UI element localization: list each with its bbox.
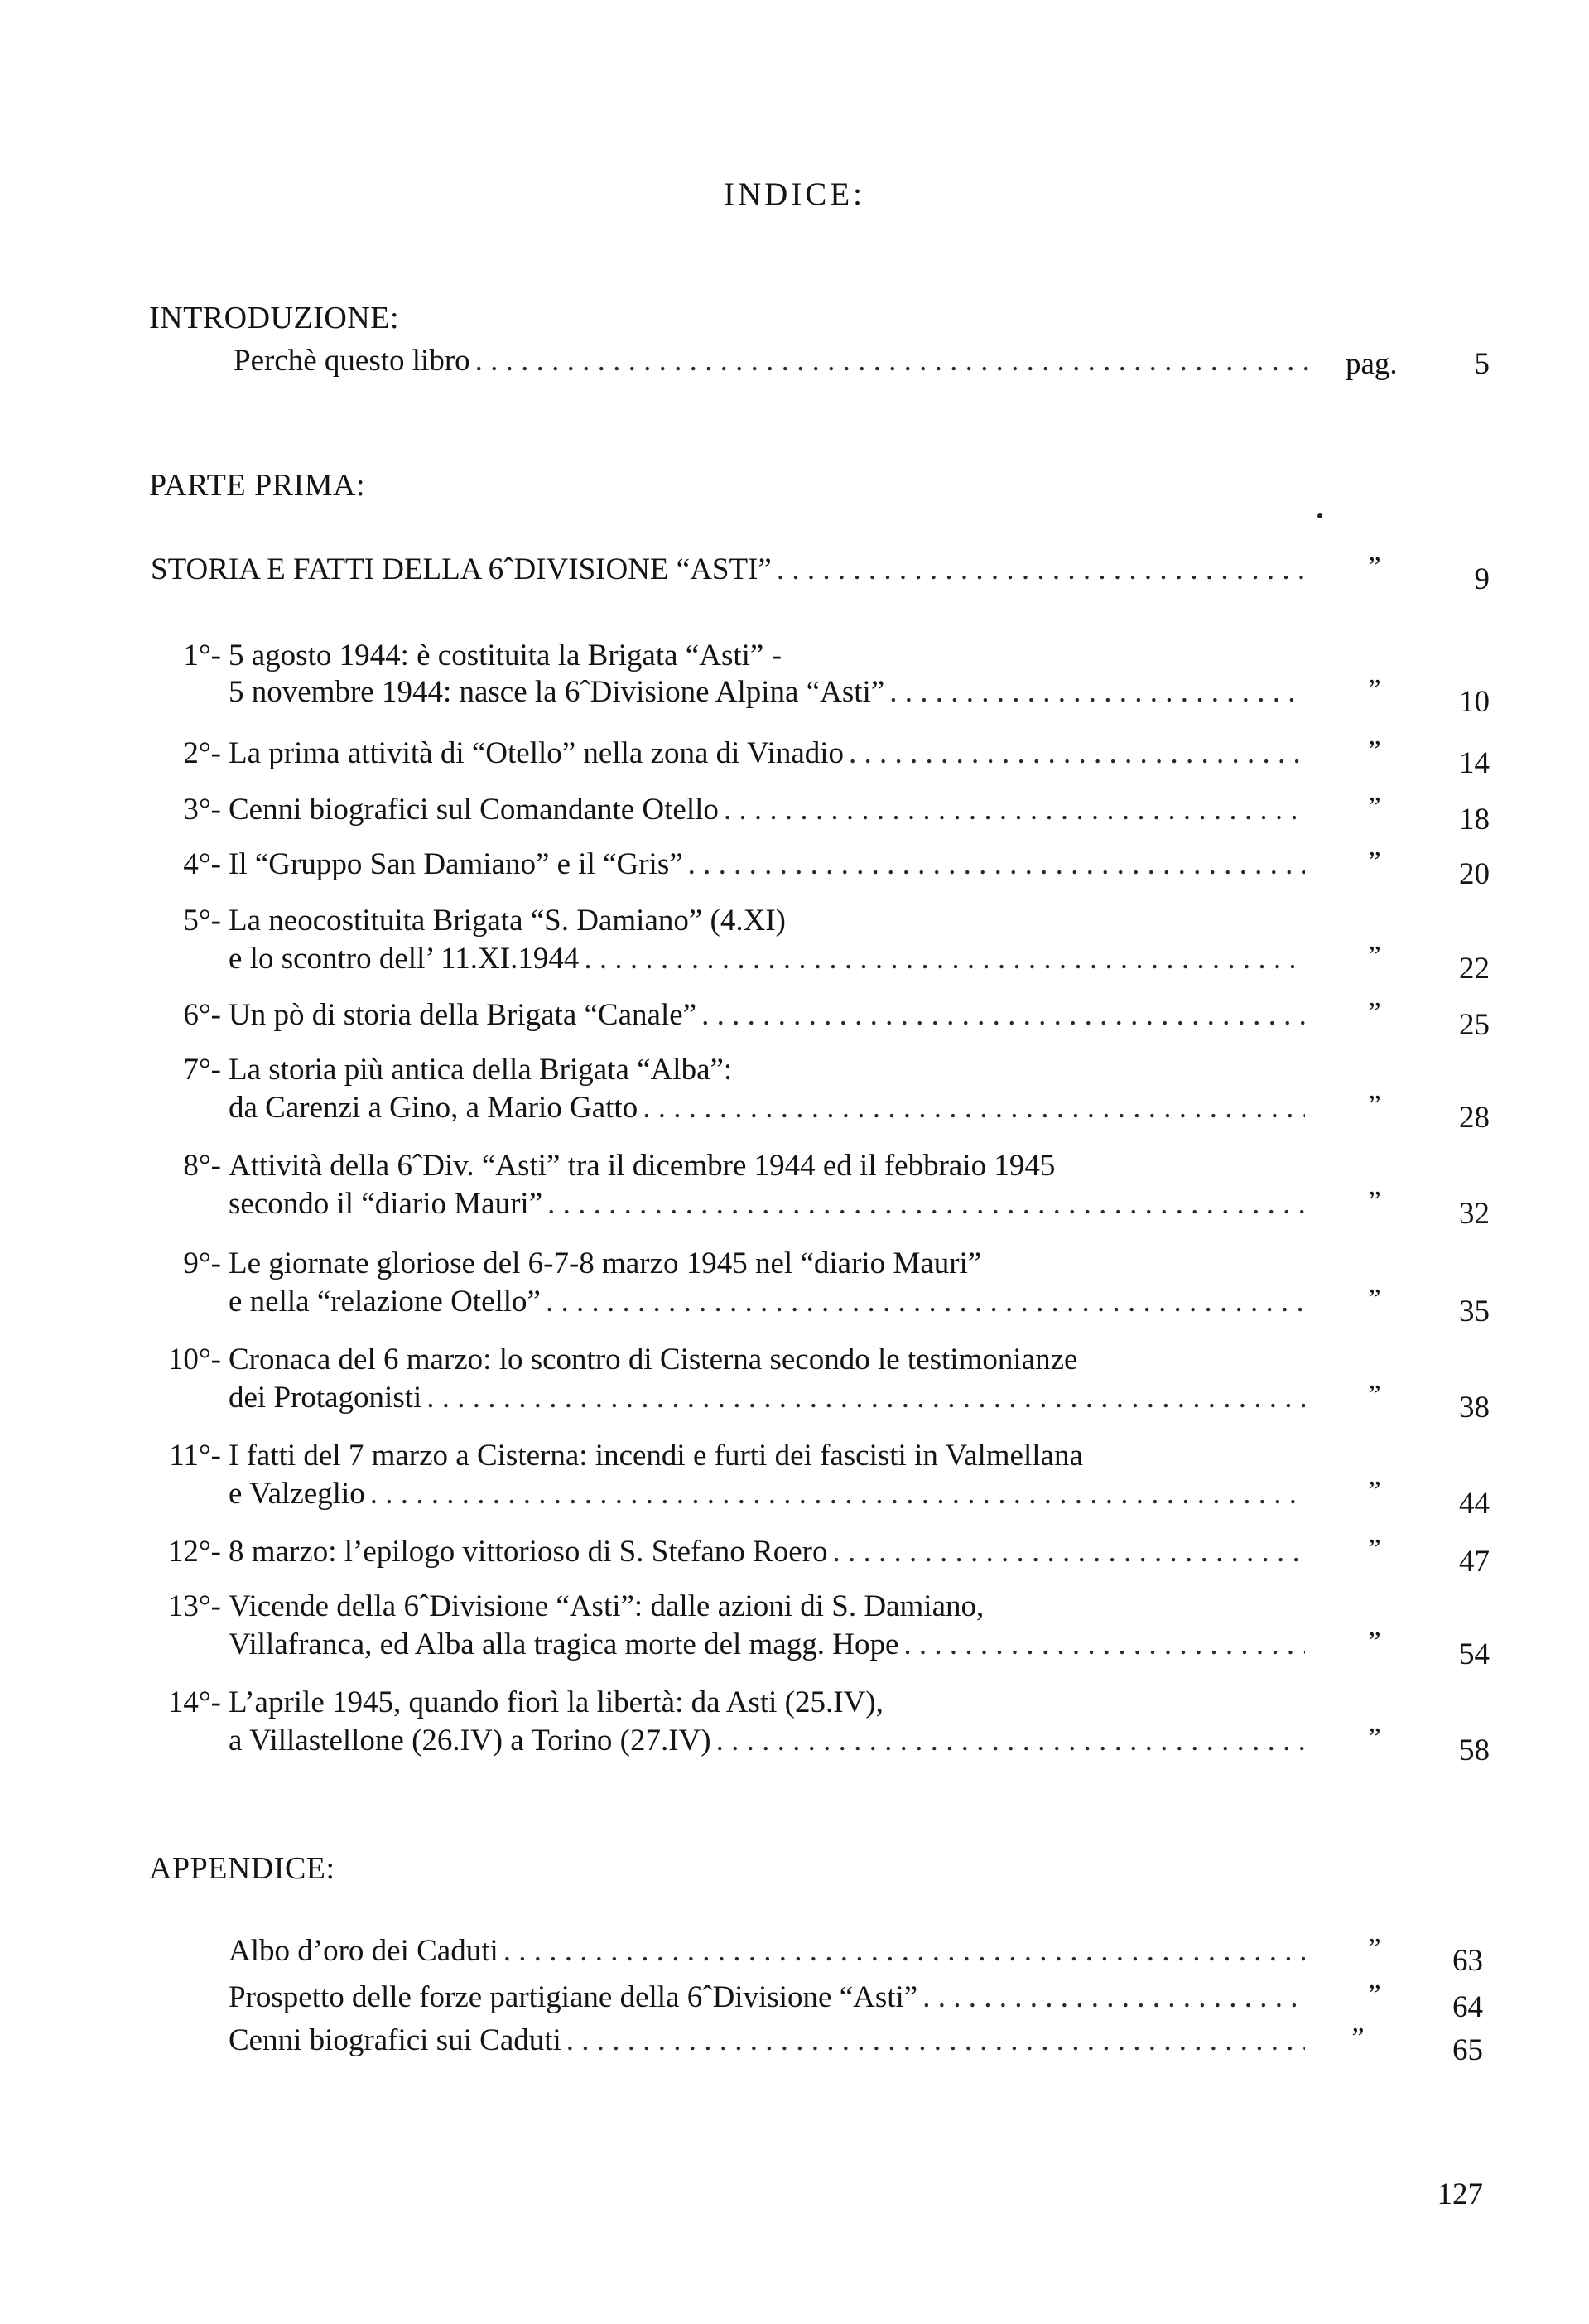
entry-text-line2: Un pò di storia della Brigata “Canale” xyxy=(229,998,697,1032)
page-number: 47 xyxy=(1459,1545,1490,1579)
toc-entry-appendix xyxy=(0,2023,1589,2072)
page-number: 5 xyxy=(1474,347,1490,381)
page-number: 38 xyxy=(1459,1391,1490,1425)
ditto-mark: ” xyxy=(1368,1534,1381,1565)
entry-text-line1: La storia più antica della Brigata “Alba”: xyxy=(229,1053,733,1087)
leader-dots xyxy=(566,2023,1305,2058)
page-number: 9 xyxy=(1474,562,1490,596)
chapter-number: 14°- xyxy=(167,1685,221,1719)
toc-entry-chapter xyxy=(0,1342,1589,1430)
toc-entry-chapter xyxy=(0,903,1589,991)
toc-entry-chapter xyxy=(0,846,1589,896)
ditto-mark: ” xyxy=(1368,735,1381,766)
ditto-mark: ” xyxy=(1368,1723,1381,1753)
page-title: INDICE: xyxy=(724,176,865,212)
toc-entry-chapter xyxy=(0,1246,1589,1333)
chapter-number: 10°- xyxy=(167,1343,221,1377)
ditto-mark: ” xyxy=(1368,941,1381,972)
entry-text-line1: L’aprile 1945, quando fiorì la libertà: da Asti (25.IV), xyxy=(229,1685,884,1719)
page-number: 14 xyxy=(1459,746,1490,780)
leader-dots xyxy=(922,1979,1305,2015)
ditto-mark: ” xyxy=(1351,2023,1365,2053)
ditto-mark: ” xyxy=(1368,792,1381,822)
leader-dots xyxy=(832,1534,1305,1569)
ditto-mark: ” xyxy=(1368,552,1381,582)
toc-entry-chapter xyxy=(0,638,1589,724)
chapter-number: 12°- xyxy=(167,1535,221,1569)
page-number: 32 xyxy=(1459,1197,1490,1231)
entry-text-line1: Le giornate gloriose del 6-7-8 marzo 1945 nel “diario Mauri” xyxy=(229,1246,982,1280)
pag-label: pag. xyxy=(1346,347,1398,381)
leader-dots xyxy=(701,997,1305,1033)
appendice-heading: APPENDICE: xyxy=(149,1851,335,1886)
chapter-number: 8°- xyxy=(183,1149,221,1183)
leader-dots xyxy=(903,1627,1305,1662)
entry-text-line1: Attività della 6ˆDiv. “Asti” tra il dicembre 1944 ed il febbraio 1945 xyxy=(229,1149,1056,1183)
page-number: 54 xyxy=(1459,1637,1490,1671)
toc-entry-chapter xyxy=(0,997,1589,1047)
leader-dots xyxy=(777,552,1310,587)
leader-dots xyxy=(889,674,1305,710)
chapter-number: 11°- xyxy=(169,1439,221,1473)
toc-entry-chapter xyxy=(0,1685,1589,1772)
toc-entry-appendix xyxy=(0,1979,1589,2029)
ditto-mark: ” xyxy=(1368,1476,1381,1507)
chapter-number: 1°- xyxy=(183,639,221,673)
page-number: 22 xyxy=(1459,952,1490,986)
chapter-number: 4°- xyxy=(183,847,221,881)
toc-entry-appendix xyxy=(0,1933,1589,1983)
page-number: 44 xyxy=(1459,1487,1490,1521)
entry-text-line2: secondo il “diario Mauri” xyxy=(229,1187,543,1221)
chapter-number: 7°- xyxy=(183,1053,221,1087)
page-number: 20 xyxy=(1459,857,1490,891)
entry-text-line2: dei Protagonisti xyxy=(229,1381,422,1415)
leader-dots xyxy=(584,941,1305,976)
entry-text-line1: Vicende della 6ˆDivisione “Asti”: dalle azioni di S. Damiano, xyxy=(229,1589,985,1623)
entry-text-line2: 5 novembre 1944: nasce la 6ˆDivisione Alpina “Asti” xyxy=(229,675,885,709)
page-number: 28 xyxy=(1459,1101,1490,1135)
leader-dots xyxy=(546,1284,1305,1319)
leader-dots xyxy=(503,1933,1305,1969)
entry-text-line2: da Carenzi a Gino, a Mario Gatto xyxy=(229,1091,638,1125)
ink-speck xyxy=(1317,513,1322,518)
toc-entry-chapter xyxy=(0,1052,1589,1140)
leader-dots xyxy=(716,1723,1305,1758)
leader-dots xyxy=(475,343,1310,378)
page-number: 64 xyxy=(1452,1990,1483,2024)
entry-text: Perchè questo libro xyxy=(234,344,470,378)
chapter-number: 5°- xyxy=(183,904,221,938)
ditto-mark: ” xyxy=(1368,1090,1381,1121)
page-number: 65 xyxy=(1452,2033,1483,2067)
ditto-mark: ” xyxy=(1368,1979,1381,2010)
entry-text-line2: e lo scontro dell’ 11.XI.1944 xyxy=(229,942,580,976)
page-number: 10 xyxy=(1459,685,1490,719)
chapter-number: 13°- xyxy=(167,1589,221,1623)
ditto-mark: ” xyxy=(1368,1627,1381,1657)
chapter-number: 2°- xyxy=(183,736,221,770)
page-number: 58 xyxy=(1459,1733,1490,1767)
parte-prima-heading: PARTE PRIMA: xyxy=(149,468,365,503)
leader-dots xyxy=(849,735,1305,771)
page-number: 63 xyxy=(1452,1944,1483,1978)
ditto-mark: ” xyxy=(1368,1933,1381,1964)
toc-entry-chapter xyxy=(0,792,1589,841)
entry-text-line2: Villafranca, ed Alba alla tragica morte del magg. Hope xyxy=(229,1627,899,1661)
leader-dots xyxy=(688,846,1305,882)
entry-text-line1: La neocostituita Brigata “S. Damiano” (4.XI) xyxy=(229,904,786,938)
entry-text-line2: e Valzeglio xyxy=(229,1477,365,1511)
page-number: 35 xyxy=(1459,1295,1490,1328)
entry-text-line1: Cronaca del 6 marzo: lo scontro di Cisterna secondo le testimonianze xyxy=(229,1343,1078,1377)
ditto-mark: ” xyxy=(1368,674,1381,705)
leader-dots xyxy=(724,792,1305,827)
page-number: 25 xyxy=(1459,1008,1490,1042)
leader-dots xyxy=(547,1186,1305,1222)
leader-dots xyxy=(370,1476,1305,1512)
entry-text: Prospetto delle forze partigiane della 6ˆDivisione “Asti” xyxy=(229,1980,918,2014)
entry-text-line1: 5 agosto 1944: è costituita la Brigata “Asti” - xyxy=(229,639,782,673)
leader-dots xyxy=(426,1380,1305,1415)
entry-text-line2: Il “Gruppo San Damiano” e il “Gris” xyxy=(229,847,683,881)
ditto-mark: ” xyxy=(1368,997,1381,1028)
toc-entry-chapter xyxy=(0,1589,1589,1676)
chapter-number: 6°- xyxy=(183,998,221,1032)
entry-text: Cenni biografici sui Caduti xyxy=(229,2023,561,2057)
entry-text-line2: 8 marzo: l’epilogo vittorioso di S. Stefano Roero xyxy=(229,1535,828,1569)
leader-dots xyxy=(643,1090,1305,1126)
ditto-mark: ” xyxy=(1368,1380,1381,1410)
toc-entry-storia xyxy=(0,552,1589,601)
ditto-mark: ” xyxy=(1368,1186,1381,1217)
toc-entry-chapter xyxy=(0,1438,1589,1526)
toc-entry-chapter xyxy=(0,1148,1589,1236)
toc-entry-chapter xyxy=(0,1534,1589,1584)
chapter-number: 3°- xyxy=(183,793,221,827)
entry-text-line2: e nella “relazione Otello” xyxy=(229,1285,541,1319)
entry-text: STORIA E FATTI DELLA 6ˆDIVISIONE “ASTI” xyxy=(151,552,772,586)
entry-text-line2: La prima attività di “Otello” nella zona di Vinadio xyxy=(229,736,845,770)
ditto-mark: ” xyxy=(1368,1284,1381,1314)
entry-text: Albo d’oro dei Caduti xyxy=(229,1934,498,1968)
chapter-number: 9°- xyxy=(183,1246,221,1280)
entry-text-line1: I fatti del 7 marzo a Cisterna: incendi e furti dei fascisti in Valmellana xyxy=(229,1439,1083,1473)
toc-entry-chapter xyxy=(0,735,1589,785)
introduzione-heading: INTRODUZIONE: xyxy=(149,301,400,335)
ditto-mark: ” xyxy=(1368,846,1381,877)
entry-text-line2: Cenni biografici sul Comandante Otello xyxy=(229,793,719,827)
entry-text-line2: a Villastellone (26.IV) a Torino (27.IV) xyxy=(229,1724,711,1757)
page-folio: 127 xyxy=(1437,2177,1483,2211)
page-number: 18 xyxy=(1459,803,1490,837)
